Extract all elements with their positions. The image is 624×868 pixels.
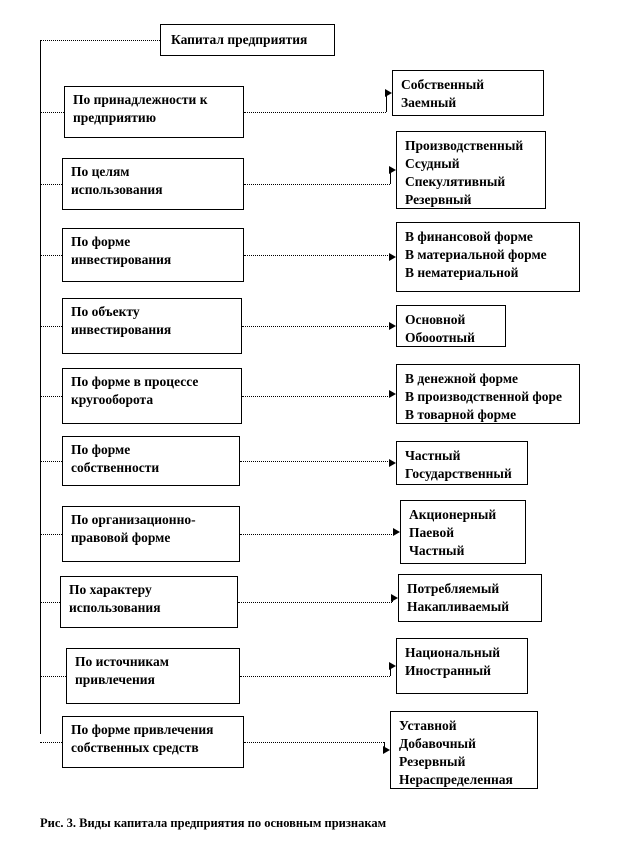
trunk-branch-line (40, 742, 62, 743)
trunk-branch-line (40, 676, 66, 677)
criterion-connector-line (244, 255, 390, 256)
criterion-label: инвестирования (71, 322, 172, 337)
criterion-label: По принадлежности к (73, 92, 208, 107)
criterion-connector-line (240, 676, 390, 677)
figure-caption: Рис. 3. Виды капитала предприятия по основным признакам (40, 816, 387, 830)
value-item: В финансовой форме (405, 229, 533, 244)
criterion-box (62, 716, 244, 768)
value-item: В материальной форме (405, 247, 547, 262)
trunk-branch-line (40, 184, 62, 185)
value-item: Уставной (399, 718, 457, 733)
value-item: В нематериальной (405, 265, 519, 280)
arrowhead-icon (389, 459, 396, 467)
arrowhead-icon (391, 594, 398, 602)
value-item: Паевой (409, 525, 454, 540)
criterion-label: инвестирования (71, 252, 172, 267)
criterion-connector-line (240, 461, 390, 462)
value-item: В производственной форе (405, 389, 562, 404)
criterion-connector-line (242, 326, 390, 327)
criterion-box (62, 506, 240, 562)
values-box (390, 711, 538, 789)
criterion-box (60, 576, 238, 628)
criterion-label: использования (71, 182, 163, 197)
arrowhead-icon (389, 322, 396, 330)
criterion-connector-line (240, 534, 394, 535)
criterion-box (62, 368, 242, 424)
value-item: Накапливаемый (407, 599, 510, 614)
criterion-label: правовой форме (71, 530, 171, 545)
values-box (396, 441, 528, 485)
value-item: Добавочный (399, 736, 476, 751)
arrowhead-icon (389, 253, 396, 261)
trunk-branch-line (40, 112, 64, 113)
trunk-branch-line (40, 461, 62, 462)
value-item: Частный (405, 448, 461, 463)
criterion-label: По источникам (75, 654, 169, 669)
root-node (160, 24, 335, 56)
values-box (396, 638, 528, 694)
criterion-label: По целям (71, 164, 130, 179)
criterion-label: По характеру (69, 582, 152, 597)
value-item: Заемный (401, 95, 457, 110)
criterion-connector-line (242, 396, 390, 397)
arrowhead-icon (385, 89, 392, 97)
trunk-branch-line (40, 255, 62, 256)
value-item: Государственный (405, 466, 512, 481)
values-box (392, 70, 544, 116)
value-item: Производственный (405, 138, 524, 153)
value-item: Спекулятивный (405, 174, 506, 189)
criterion-box (62, 298, 242, 354)
trunk-branch-line (40, 326, 62, 327)
value-item: Потребляемый (407, 581, 500, 596)
value-item: В денежной форме (405, 371, 519, 386)
criterion-label: собственности (71, 460, 160, 475)
values-box (398, 574, 542, 622)
trunk-branch-line (40, 534, 62, 535)
trunk-branch-line (40, 602, 60, 603)
criterion-box (62, 228, 244, 282)
criterion-label: собственных средств (71, 740, 199, 755)
values-box (396, 222, 580, 292)
criterion-box (62, 436, 240, 486)
criterion-connector-line (238, 602, 392, 603)
arrowhead-icon (389, 166, 396, 174)
arrowhead-icon (389, 390, 396, 398)
value-item: Обооотный (405, 330, 475, 345)
value-item: Акционерный (409, 507, 497, 522)
criterion-label: По организационно- (71, 512, 196, 527)
value-item: Основной (405, 312, 466, 327)
criterion-box (62, 158, 244, 210)
criterion-label: использования (69, 600, 161, 615)
value-item: Нераспределенная (399, 772, 513, 787)
criterion-connector-line (244, 184, 390, 185)
criterion-label: предприятию (73, 110, 157, 125)
criterion-label: По форме привлечения (71, 722, 214, 737)
values-box (396, 131, 546, 209)
criterion-label: По форме (71, 234, 131, 249)
criterion-box (64, 86, 244, 138)
arrowhead-icon (393, 528, 400, 536)
root-node-label: Капитал предприятия (171, 32, 308, 47)
criterion-label: привлечения (75, 672, 155, 687)
value-item: В товарной форме (405, 407, 517, 422)
trunk-branch-line (40, 396, 62, 397)
criterion-label: По объекту (71, 304, 140, 319)
criterion-connector-line (244, 742, 384, 743)
value-item: Иностранный (405, 663, 491, 678)
values-box (400, 500, 526, 564)
criterion-label: По форме (71, 442, 131, 457)
main-trunk-line (40, 40, 41, 734)
value-item: Резервный (405, 192, 472, 207)
value-item: Ссудный (405, 156, 460, 171)
value-item: Частный (409, 543, 465, 558)
arrowhead-icon (389, 662, 396, 670)
arrowhead-icon (383, 746, 390, 754)
values-box (396, 305, 506, 347)
criterion-connector-line (244, 112, 386, 113)
root-connector (40, 40, 160, 41)
criterion-box (66, 648, 240, 704)
criterion-label: По форме в процессе (71, 374, 199, 389)
value-item: Собственный (401, 77, 485, 92)
criterion-label: кругооборота (71, 392, 154, 407)
values-box (396, 364, 580, 424)
value-item: Резервный (399, 754, 466, 769)
value-item: Национальный (405, 645, 501, 660)
